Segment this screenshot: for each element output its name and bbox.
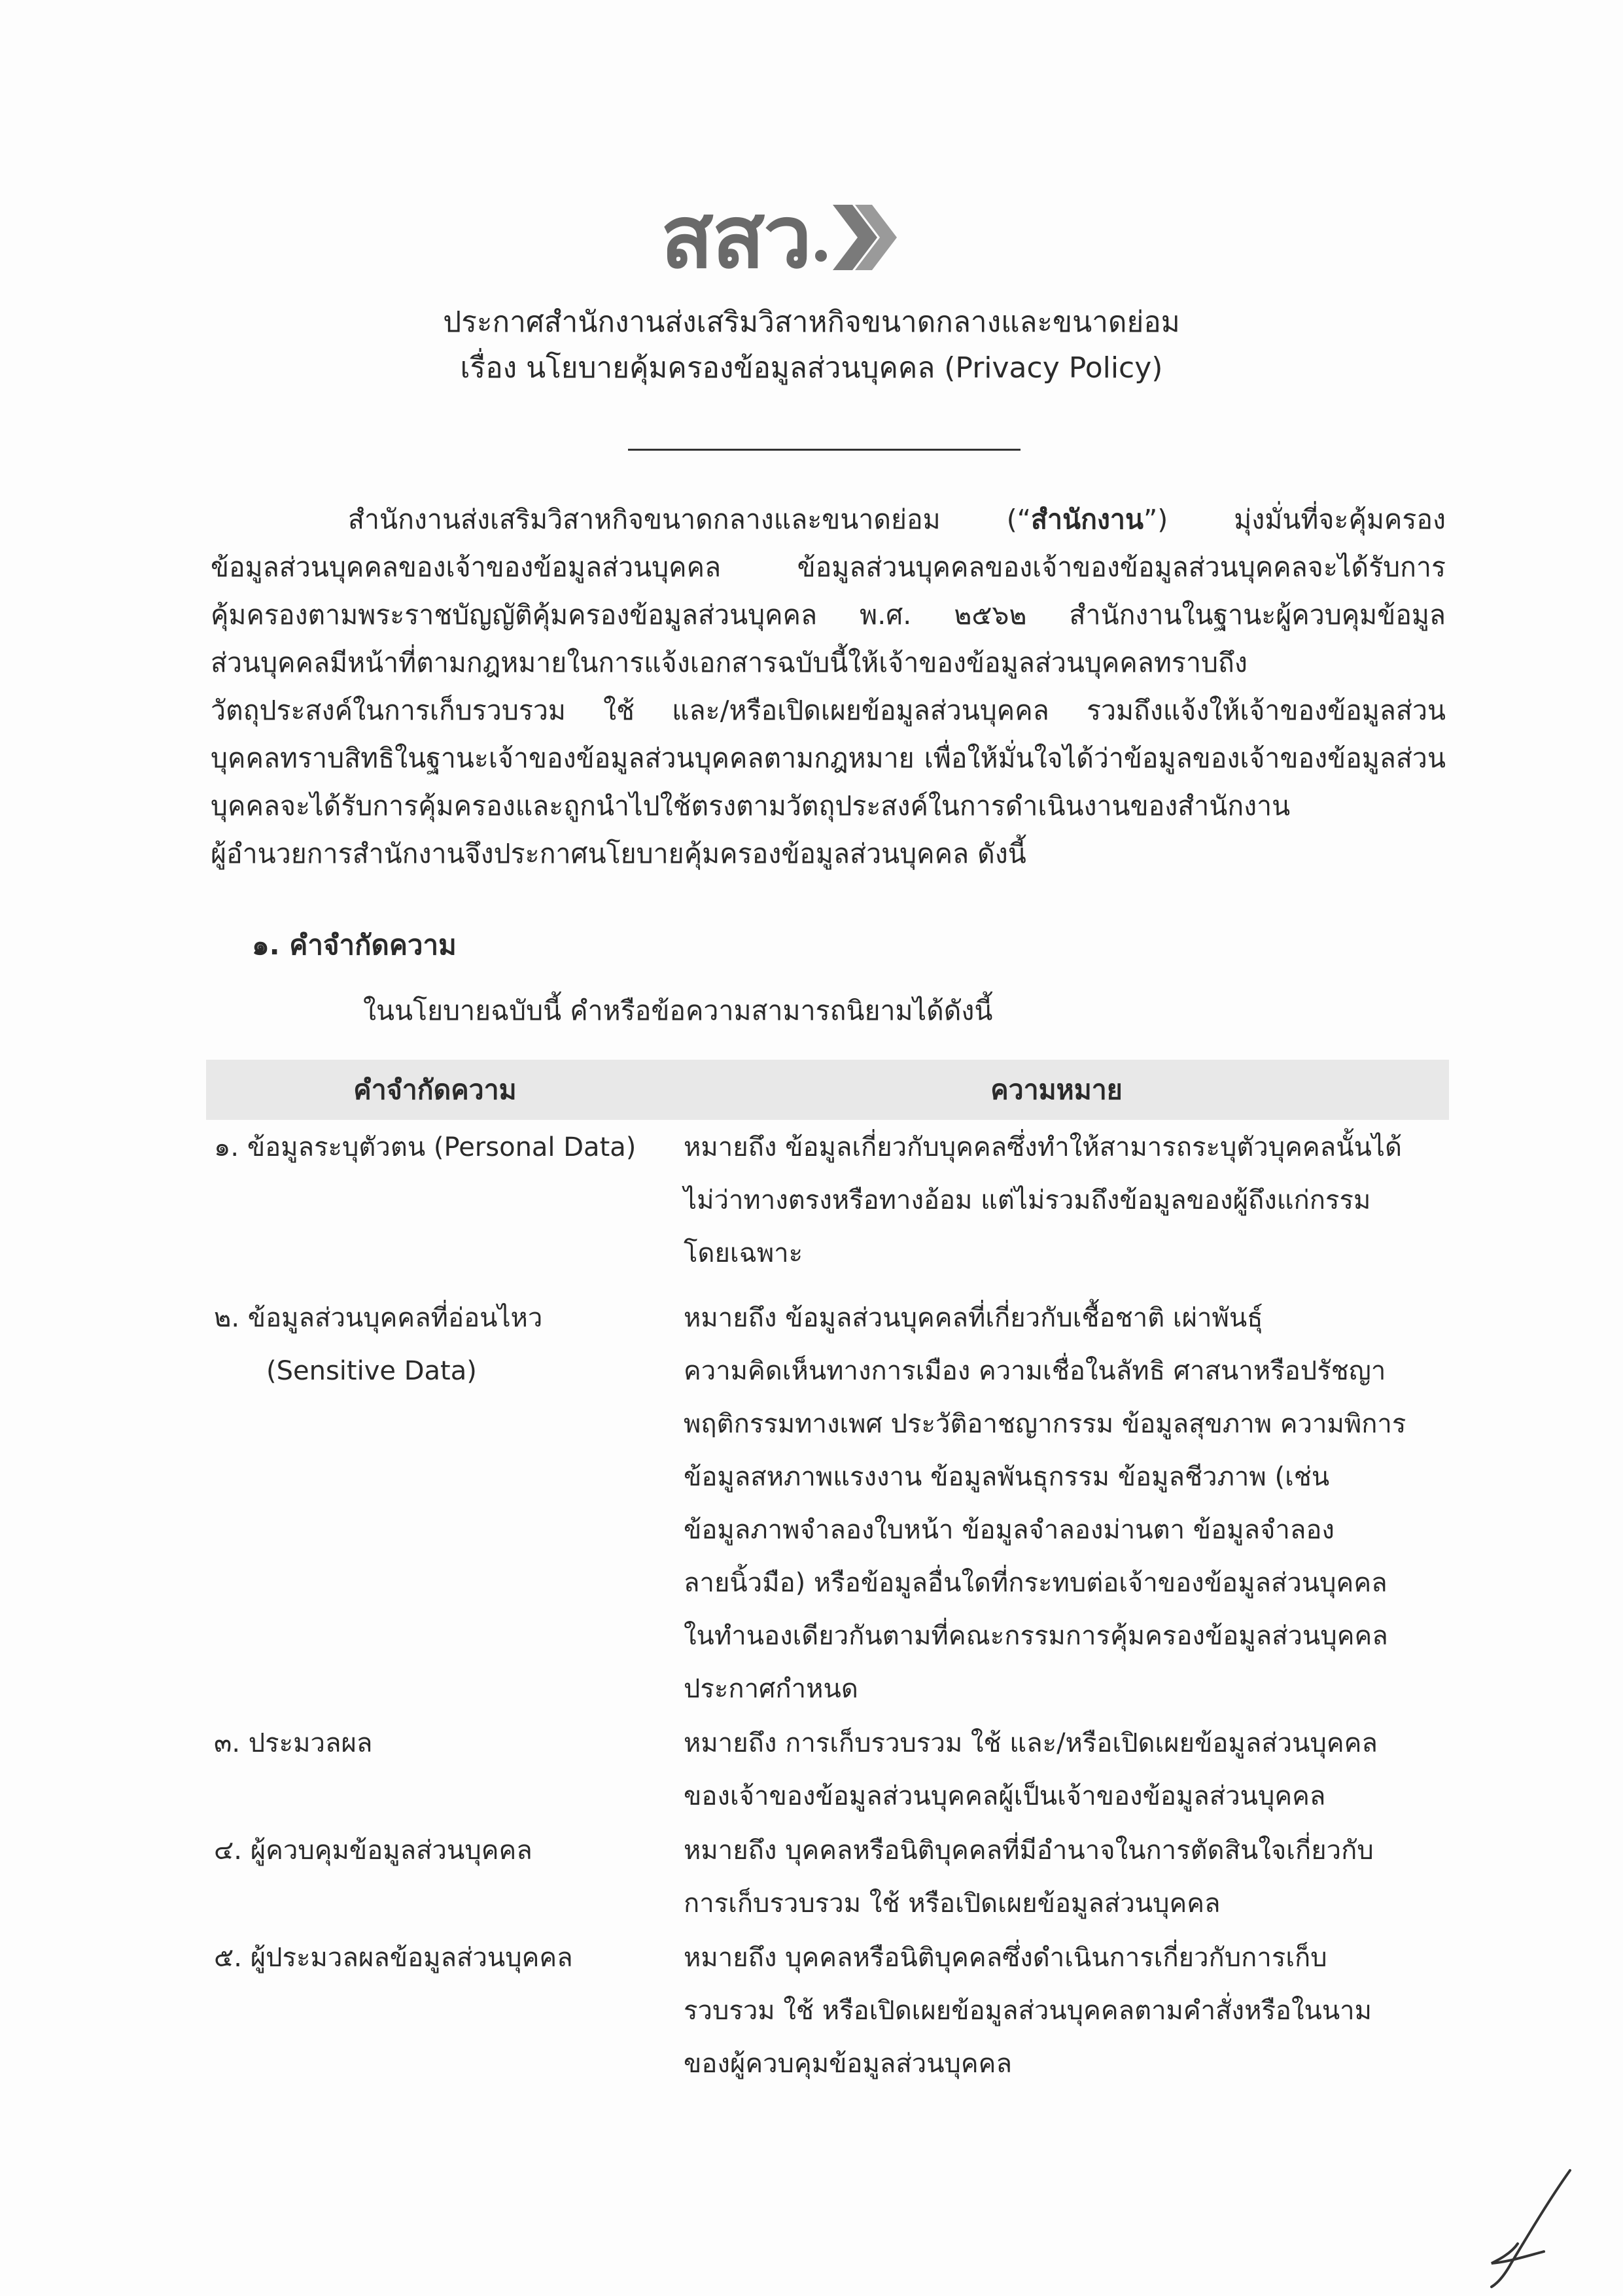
osmep-logo bbox=[661, 188, 968, 287]
definition-meaning bbox=[684, 1824, 1449, 1930]
meaning-line: รวบรวม ใช้ หรือเปิดเผยข้อมูลส่วนบุคคลตามคำสั่งหรือในนาม bbox=[684, 1996, 1372, 2026]
logo-text: สสว bbox=[661, 187, 811, 288]
double-chevron-right-icon bbox=[814, 198, 899, 277]
intro-paragraph bbox=[211, 496, 1446, 878]
meaning-line: ข้อมูลภาพจำลองใบหน้า ข้อมูลจำลองม่านตา ข้อมูลจำลอง bbox=[684, 1515, 1335, 1545]
meaning-line: หมายถึง ข้อมูลเกี่ยวกับบุคคลซึ่งทำให้สามารถระบุตัวบุคคลนั้นได้ bbox=[684, 1132, 1402, 1162]
term-text: ๓. ประมวลผล bbox=[214, 1728, 373, 1758]
intro-line: ข้อมูลส่วนบุคคลของเจ้าของข้อมูลส่วนบุคคล ข้อมูลส่วนบุคคลของเจ้าของข้อมูลส่วนบุคคลจะได้รับการ bbox=[211, 551, 1446, 583]
intro-line: บุคคลจะได้รับการคุ้มครองและถูกนำไปใช้ตรงตามวัตถุประสงค์ในการดำเนินงานของสำนักงาน bbox=[211, 790, 1291, 822]
table-row bbox=[206, 1824, 1449, 1930]
definition-term bbox=[206, 1824, 684, 1930]
meaning-line: ลายนิ้วมือ) หรือข้อมูลอื่นใดที่กระทบต่อเจ้าของข้อมูลส่วนบุคคล bbox=[684, 1568, 1387, 1598]
signature-mark bbox=[1472, 2165, 1577, 2289]
definitions-table bbox=[206, 1060, 1449, 2091]
term-text: (Sensitive Data) bbox=[266, 1356, 477, 1386]
definition-meaning bbox=[684, 1121, 1449, 1280]
meaning-line: ของเจ้าของข้อมูลส่วนบุคคลผู้เป็นเจ้าของข้อมูลส่วนบุคคล bbox=[684, 1781, 1326, 1811]
intro-line bbox=[211, 496, 1446, 544]
header-term: คำจำกัดความ bbox=[353, 1073, 517, 1105]
intro-line: ผู้อำนวยการสำนักงานจึงประกาศนโยบายคุ้มครองข้อมูลส่วนบุคคล ดังนี้ bbox=[211, 838, 1026, 869]
title-line-2: เรื่อง นโยบายคุ้มครองข้อมูลส่วนบุคคล (Privacy Policy) bbox=[460, 351, 1163, 385]
meaning-line: โดยเฉพาะ bbox=[684, 1238, 803, 1268]
intro-office-term: สำนักงาน bbox=[1031, 504, 1143, 535]
header-meaning: ความหมาย bbox=[990, 1073, 1123, 1105]
definition-meaning bbox=[684, 1932, 1449, 2091]
term-text: ๔. ผู้ควบคุมข้อมูลส่วนบุคคล bbox=[214, 1835, 532, 1866]
meaning-line: ประกาศกำหนด bbox=[684, 1674, 858, 1704]
term-text: ๒. ข้อมูลส่วนบุคคลที่อ่อนไหว bbox=[214, 1303, 543, 1333]
title-divider bbox=[628, 449, 1021, 451]
definition-meaning bbox=[684, 1292, 1449, 1716]
intro-line: ส่วนบุคคลมีหน้าที่ตามกฎหมายในการแจ้งเอกสารฉบับนี้ให้เจ้าของข้อมูลส่วนบุคคลทราบถึง bbox=[211, 647, 1248, 678]
meaning-line: ในทำนองเดียวกันตามที่คณะกรรมการคุ้มครองข้อมูลส่วนบุคคล bbox=[684, 1621, 1388, 1651]
title-line-1: ประกาศสำนักงานส่งเสริมวิสาหกิจขนาดกลางและขนาดย่อม bbox=[443, 305, 1180, 339]
meaning-line: ข้อมูลสหภาพแรงงาน ข้อมูลพันธุกรรม ข้อมูลชีวภาพ (เช่น bbox=[684, 1462, 1330, 1492]
announcement-title bbox=[0, 300, 1623, 391]
definition-term bbox=[206, 1121, 684, 1280]
table-row bbox=[206, 1717, 1449, 1823]
meaning-line: ไม่ว่าทางตรงหรือทางอ้อม แต่ไม่รวมถึงข้อมูลของผู้ถึงแก่กรรม bbox=[684, 1185, 1371, 1215]
table-header bbox=[206, 1060, 1449, 1120]
section-heading-definitions: ๑. คำจำกัดความ bbox=[252, 929, 457, 961]
definition-term bbox=[206, 1292, 684, 1716]
meaning-line: หมายถึง บุคคลหรือนิติบุคคลซึ่งดำเนินการเกี่ยวกับการเก็บ bbox=[684, 1943, 1327, 1973]
table-row bbox=[206, 1932, 1449, 2091]
intro-line: วัตถุประสงค์ในการเก็บรวบรวม ใช้ และ/หรือเปิดเผยข้อมูลส่วนบุคคล รวมถึงแจ้งให้เจ้าของข้อมูลส่วน bbox=[211, 695, 1446, 726]
definition-term bbox=[206, 1932, 684, 2091]
meaning-line: หมายถึง บุคคลหรือนิติบุคคลที่มีอำนาจในการตัดสินใจเกี่ยวกับ bbox=[684, 1835, 1374, 1866]
definition-term bbox=[206, 1717, 684, 1823]
meaning-line: พฤติกรรมทางเพศ ประวัติอาชญากรรม ข้อมูลสุขภาพ ความพิการ bbox=[684, 1409, 1406, 1439]
meaning-line: การเก็บรวบรวม ใช้ หรือเปิดเผยข้อมูลส่วนบุคคล bbox=[684, 1888, 1221, 1919]
meaning-line: หมายถึง ข้อมูลส่วนบุคคลที่เกี่ยวกับเชื้อชาติ เผ่าพันธุ์ bbox=[684, 1303, 1263, 1333]
term-text: ๑. ข้อมูลระบุตัวตน (Personal Data) bbox=[214, 1132, 637, 1162]
intro-text: ”) มุ่งมั่นที่จะคุ้มครอง bbox=[1143, 504, 1446, 535]
table-row bbox=[206, 1121, 1449, 1280]
intro-line: บุคคลทราบสิทธิในฐานะเจ้าของข้อมูลส่วนบุคคลตามกฎหมาย เพื่อให้มั่นใจได้ว่าข้อมูลของเจ้าของข้อมูลส่วน bbox=[211, 742, 1446, 774]
term-text: ๕. ผู้ประมวลผลข้อมูลส่วนบุคคล bbox=[214, 1943, 573, 1973]
meaning-line: ความคิดเห็นทางการเมือง ความเชื่อในลัทธิ ศาสนาหรือปรัชญา bbox=[684, 1356, 1386, 1386]
intro-text: สำนักงานส่งเสริมวิสาหกิจขนาดกลางและขนาดย่อม (“ bbox=[348, 504, 1031, 535]
table-row bbox=[206, 1292, 1449, 1716]
section-lead-text: ในนโยบายฉบับนี้ คำหรือข้อความสามารถนิยามได้ดังนี้ bbox=[363, 995, 993, 1026]
intro-line: คุ้มครองตามพระราชบัญญัติคุ้มครองข้อมูลส่วนบุคคล พ.ศ. ๒๕๖๒ สำนักงานในฐานะผู้ควบคุมข้อมูล bbox=[211, 599, 1446, 631]
meaning-line: หมายถึง การเก็บรวบรวม ใช้ และ/หรือเปิดเผยข้อมูลส่วนบุคคล bbox=[684, 1728, 1378, 1758]
meaning-line: ของผู้ควบคุมข้อมูลส่วนบุคคล bbox=[684, 2049, 1012, 2079]
definition-meaning bbox=[684, 1717, 1449, 1823]
